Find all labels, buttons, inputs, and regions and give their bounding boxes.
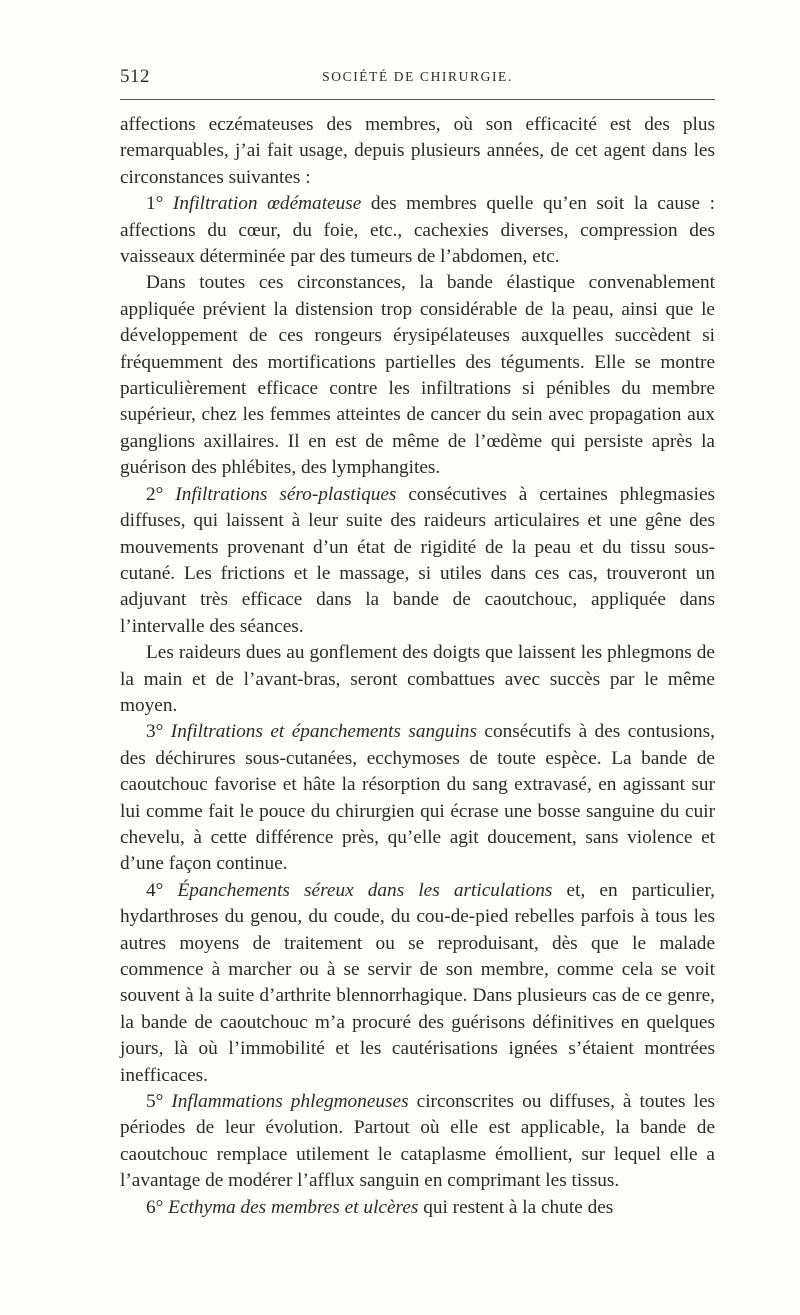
paragraph-text: consécutives à certaines phlegmasies diffuses, qui laissent à leur suite des raideurs articulaires et une gêne des mouvements provenant d’un état de rigidité de la peau et du tissu sous-cutané. Les frictions et le massage, si utiles dans ces cas, trouveront un adjuvant très efficace dans la bande de caoutchouc, appliquée dans l’intervalle des séances. (120, 483, 716, 637)
paragraph (120, 1089, 715, 1195)
item-heading: Ecthyma des membres et ulcères (168, 1196, 419, 1218)
item-heading: Infiltration œdémateuse (172, 193, 362, 215)
item-number: 4° (146, 879, 178, 901)
item-number: 2° (146, 483, 176, 505)
paragraph (120, 112, 715, 191)
paragraph (120, 878, 715, 1089)
item-number: 6° (146, 1196, 169, 1218)
paragraph (120, 1195, 715, 1221)
paragraph-text: des membres quelle qu’en soit la cause : affections du cœur, du foie, etc., cachexies diverses, compression des vaisseaux déterminée par des tumeurs de l’abdomen, etc. (120, 193, 716, 268)
paragraph (120, 482, 715, 640)
paragraph (120, 191, 715, 270)
item-heading: Épanchements séreux dans les articulations (177, 879, 553, 901)
item-number: 1° (146, 193, 173, 215)
paragraph-text: et, en particulier, hydarthroses du genou, du coude, du cou-de-pied rebelles parfois à tous les autres moyens de traitement ou se reproduisant, dès que le malade commence à marcher ou à se servir de son membre, comme cela se voit souvent à la suite d’arthrite blennorrhagique. Dans plusieurs cas de ce genre, la bande de caoutchouc m’a procuré des guérisons définitives en quelques jours, là où l’immobilité et les cautérisations ignées s’étaient montrées inefficaces. (120, 879, 715, 1086)
item-heading: Infiltrations et épanchements sanguins (170, 721, 477, 743)
page-number: 512 (120, 66, 150, 87)
body-text (120, 112, 715, 1221)
paragraph-text: affections eczémateuses des membres, où son efficacité est des plus remarquables, j’ai fait usage, depuis plusieurs années, de cet agent dans les circonstances suivantes : (120, 114, 715, 188)
item-heading: Inflammations phlegmoneuses (171, 1091, 409, 1113)
paragraph-text: Les raideurs dues au gonflement des doigts que laissent les phlegmons de la main et de l’avant-bras, seront combattues avec succès par le même moyen. (120, 642, 715, 716)
paragraph (120, 719, 715, 877)
paragraph-text: circonscrites ou diffuses, à toutes les périodes de leur évolution. Partout où elle est applicable, la bande de caoutchouc remplace utilement le cataplasme émollient, sur lequel elle a l’avantage de modérer l’afflux sanguin en comprimant les tissus. (120, 1091, 716, 1192)
paragraph-text: Dans toutes ces circonstances, la bande élastique convenablement appliquée prévient la distension trop considérable de la peau, ainsi que le développement de ces rongeurs érysipélateuses auxquelles succèdent si fréquemment des mortifications partielles des téguments. Elle se montre particulièrement efficace contre les infiltrations si pénibles du membre supérieur, chez les femmes atteintes de cancer du sein avec propagation aux ganglions axillaires. Il en est de même de l’œdème qui persiste après la guérison des phlébites, des lymphangites. (120, 272, 715, 479)
item-heading: Infiltrations séro-plastiques (175, 483, 397, 505)
running-title: SOCIÉTÉ DE CHIRURGIE. (322, 69, 513, 84)
paragraph-text: qui restent à la chute des (418, 1196, 614, 1218)
item-number: 5° (146, 1091, 172, 1113)
paragraph-text: consécutifs à des contusions, des déchirures sous-cutanées, ecchymoses de toute espèce. La bande de caoutchouc favorise et hâte la résorption du sang extravasé, en agissant sur lui comme fait le pouce du chirurgien qui écrase une bosse sanguine du cuir chevelu, à cette différence près, qu’elle agit doucement, sans violence et d’une façon continue. (120, 721, 716, 875)
page-header (120, 66, 715, 90)
header-rule (120, 99, 715, 100)
paragraph (120, 640, 715, 719)
paragraph (120, 270, 715, 481)
item-number: 3° (146, 721, 171, 743)
